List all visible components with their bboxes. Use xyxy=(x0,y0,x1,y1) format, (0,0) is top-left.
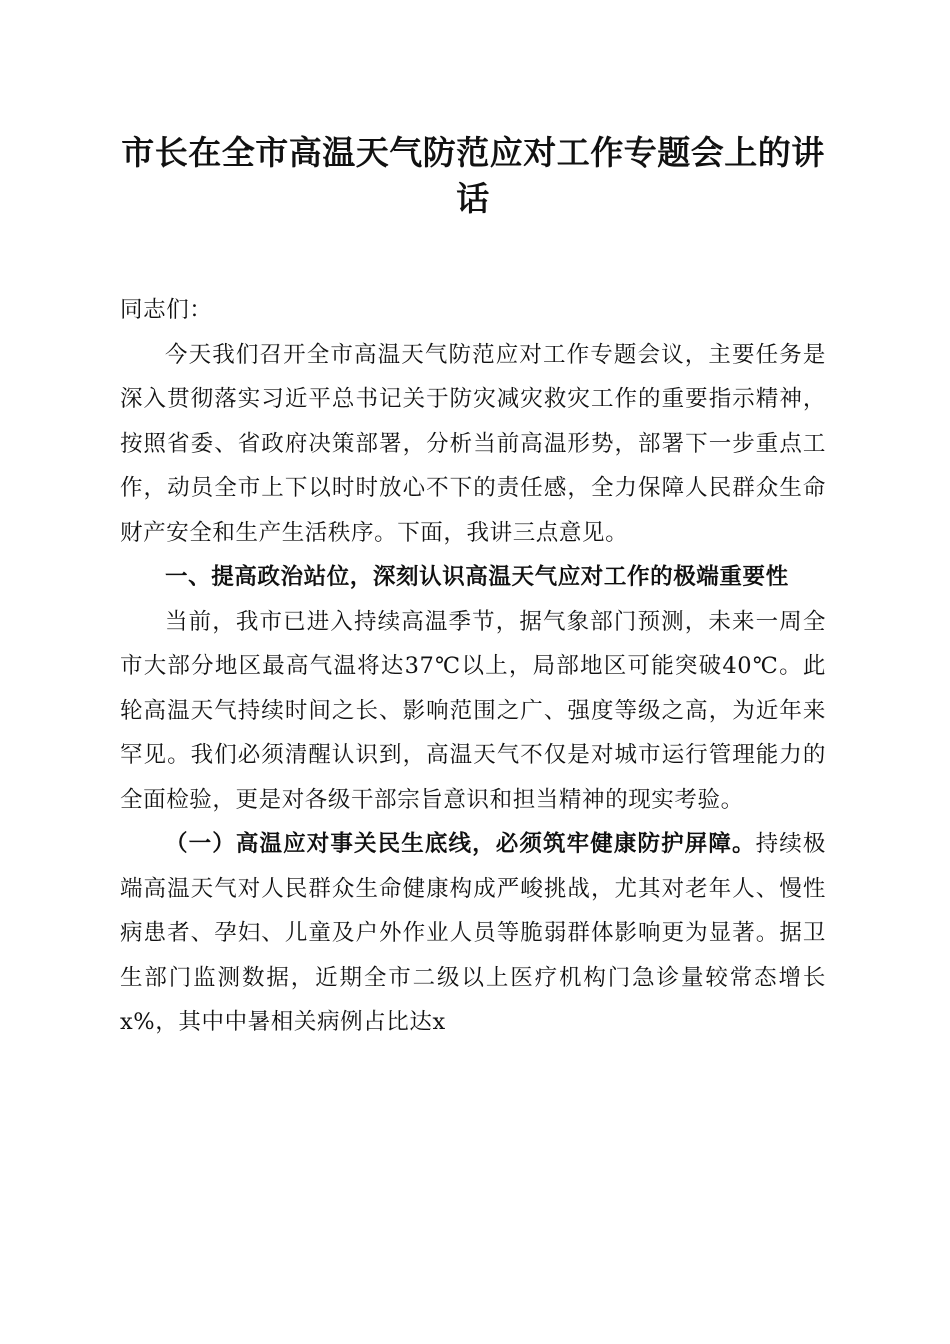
document-page xyxy=(120,130,826,1045)
document-title: 市长在全市高温天气防范应对工作专题会上的讲话 xyxy=(121,133,825,218)
subsection-paragraph xyxy=(120,822,826,1045)
section1-paragraph: 当前，我市已进入持续高温季节，据气象部门预测，未来一周全市大部分地区最高气温将达37℃以上，局部地区可能突破40℃。此轮高温天气持续时间之长、影响范围之广、强度等级之高，为近年来罕见。我们必须清醒认识到，高温天气不仅是对城市运行管理能力的全面检验，更是对各级干部宗旨意识和担当精神的现实考验。 xyxy=(120,608,826,813)
section-heading-1: 一、提高政治站位，深刻认识高温天气应对工作的极端重要性 xyxy=(165,564,789,590)
document-body xyxy=(120,288,826,1045)
subsection-text-1: 持续极端高温天气对人民群众生命健康构成严峻挑战，尤其对老年人、慢性病患者、孕妇、儿童及户外作业人员等脆弱群体影响更为显著。据卫生部门监测数据，近期全市二级以上医疗机构门急诊量较常态增长x%，其中中暑相关病例占比达x xyxy=(120,831,826,1035)
subsection-heading-1: （一）高温应对事关民生底线，必须筑牢健康防护屏障。 xyxy=(165,831,756,857)
intro-paragraph: 今天我们召开全市高温天气防范应对工作专题会议，主要任务是深入贯彻落实习近平总书记关于防灾减灾救灾工作的重要指示精神，按照省委、省政府决策部署，分析当前高温形势，部署下一步重点工作，动员全市上下以时时放心不下的责任感，全力保障人民群众生命财产安全和生产生活秩序。下面，我讲三点意见。 xyxy=(120,341,826,546)
salutation: 同志们： xyxy=(120,297,213,323)
